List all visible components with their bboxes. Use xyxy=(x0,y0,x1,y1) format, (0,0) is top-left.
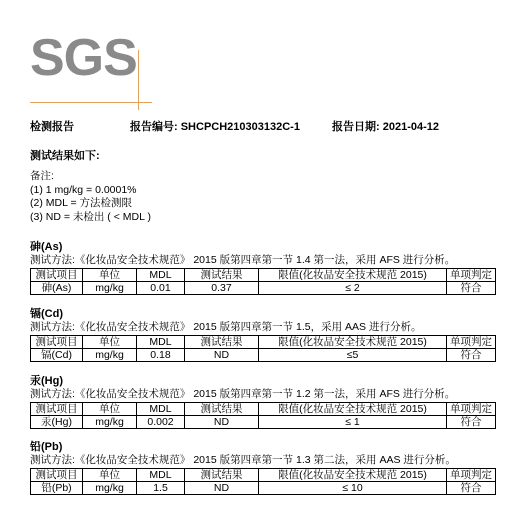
results-table xyxy=(30,268,496,295)
test-block-as xyxy=(30,240,495,295)
note-line: (3) ND = 未检出 ( < MDL ) xyxy=(30,210,151,223)
test-method: 测试方法:《化妆品安全技术规范》 2015 版第四章第一节 1.5，采用 AAS 进行分析。 xyxy=(30,321,422,333)
table-row xyxy=(31,482,496,495)
table-cell: 符合 xyxy=(447,282,496,295)
column-header: MDL xyxy=(137,336,185,349)
column-header: 限值(化妆品安全技术规范 2015) xyxy=(259,269,447,282)
column-header: 测试结果 xyxy=(185,269,259,282)
table-cell: 砷(As) xyxy=(31,282,83,295)
table-header-row xyxy=(31,469,496,482)
column-header: 单项判定 xyxy=(447,336,496,349)
notes xyxy=(30,170,151,224)
element-name: 砷(As) xyxy=(30,241,63,253)
column-header: 测试项目 xyxy=(31,336,83,349)
column-header: 测试结果 xyxy=(185,403,259,416)
test-block-pb xyxy=(30,440,495,495)
column-header: MDL xyxy=(137,269,185,282)
logo-vertical-line xyxy=(138,50,139,110)
report-title: 检测报告 xyxy=(30,121,74,133)
table-cell: 符合 xyxy=(447,416,496,429)
column-header: 单位 xyxy=(83,336,137,349)
table-header-row xyxy=(31,336,496,349)
table-cell: 汞(Hg) xyxy=(31,416,83,429)
table-cell: mg/kg xyxy=(83,282,137,295)
column-header: 单项判定 xyxy=(447,269,496,282)
note-line: (2) MDL = 方法检测限 xyxy=(30,197,132,209)
results-table xyxy=(30,468,496,495)
table-cell: ≤5 xyxy=(259,349,447,362)
report-date: 报告日期: 2021-04-12 xyxy=(332,121,439,133)
results-heading: 测试结果如下: xyxy=(30,150,100,162)
column-header: 单位 xyxy=(83,269,137,282)
table-cell: 1.5 xyxy=(137,482,185,495)
table-cell: 铅(Pb) xyxy=(31,482,83,495)
table-row xyxy=(31,349,496,362)
table-cell: 符合 xyxy=(447,482,496,495)
column-header: 测试项目 xyxy=(31,469,83,482)
results-table xyxy=(30,402,496,429)
column-header: 测试结果 xyxy=(185,469,259,482)
results-table xyxy=(30,335,496,362)
column-header: MDL xyxy=(137,469,185,482)
test-block-cd xyxy=(30,307,495,362)
table-cell: ≤ 2 xyxy=(259,282,447,295)
column-header: 测试项目 xyxy=(31,403,83,416)
element-name: 汞(Hg) xyxy=(30,375,63,387)
test-block-hg xyxy=(30,374,495,429)
column-header: MDL xyxy=(137,403,185,416)
column-header: 单项判定 xyxy=(447,403,496,416)
table-header-row xyxy=(31,403,496,416)
table-cell: 0.18 xyxy=(137,349,185,362)
table-row xyxy=(31,282,496,295)
test-method: 测试方法:《化妆品安全技术规范》 2015 版第四章第一节 1.2 第一法，采用 AFS 进行分析。 xyxy=(30,388,456,400)
column-header: 限值(化妆品安全技术规范 2015) xyxy=(259,336,447,349)
column-header: 单位 xyxy=(83,403,137,416)
table-cell: mg/kg xyxy=(83,482,137,495)
column-header: 测试项目 xyxy=(31,269,83,282)
column-header: 单项判定 xyxy=(447,469,496,482)
column-header: 单位 xyxy=(83,469,137,482)
test-method: 测试方法:《化妆品安全技术规范》 2015 版第四章第一节 1.4 第一法，采用 AFS 进行分析。 xyxy=(30,254,456,266)
table-cell: ≤ 10 xyxy=(259,482,447,495)
table-cell: mg/kg xyxy=(83,416,137,429)
report-number: 报告编号: SHCPCH210303132C-1 xyxy=(130,121,300,133)
element-name: 镉(Cd) xyxy=(30,308,63,320)
table-cell: 0.01 xyxy=(137,282,185,295)
logo-horizontal-line xyxy=(30,102,152,103)
sgs-logo xyxy=(30,30,140,86)
note-line: 备注: xyxy=(30,170,54,182)
table-cell: 镉(Cd) xyxy=(31,349,83,362)
table-cell: ND xyxy=(185,416,259,429)
table-header-row xyxy=(31,269,496,282)
table-cell: ≤ 1 xyxy=(259,416,447,429)
table-cell: mg/kg xyxy=(83,349,137,362)
table-row xyxy=(31,416,496,429)
logo-text: SGS xyxy=(30,29,137,87)
column-header: 限值(化妆品安全技术规范 2015) xyxy=(259,469,447,482)
table-cell: ND xyxy=(185,349,259,362)
table-cell: 符合 xyxy=(447,349,496,362)
table-cell: ND xyxy=(185,482,259,495)
column-header: 测试结果 xyxy=(185,336,259,349)
column-header: 限值(化妆品安全技术规范 2015) xyxy=(259,403,447,416)
table-cell: 0.37 xyxy=(185,282,259,295)
element-name: 铅(Pb) xyxy=(30,441,63,453)
table-cell: 0.002 xyxy=(137,416,185,429)
test-method: 测试方法:《化妆品安全技术规范》 2015 版第四章第一节 1.3 第二法，采用 AAS 进行分析。 xyxy=(30,454,456,466)
note-line: (1) 1 mg/kg = 0.0001% xyxy=(30,183,137,196)
